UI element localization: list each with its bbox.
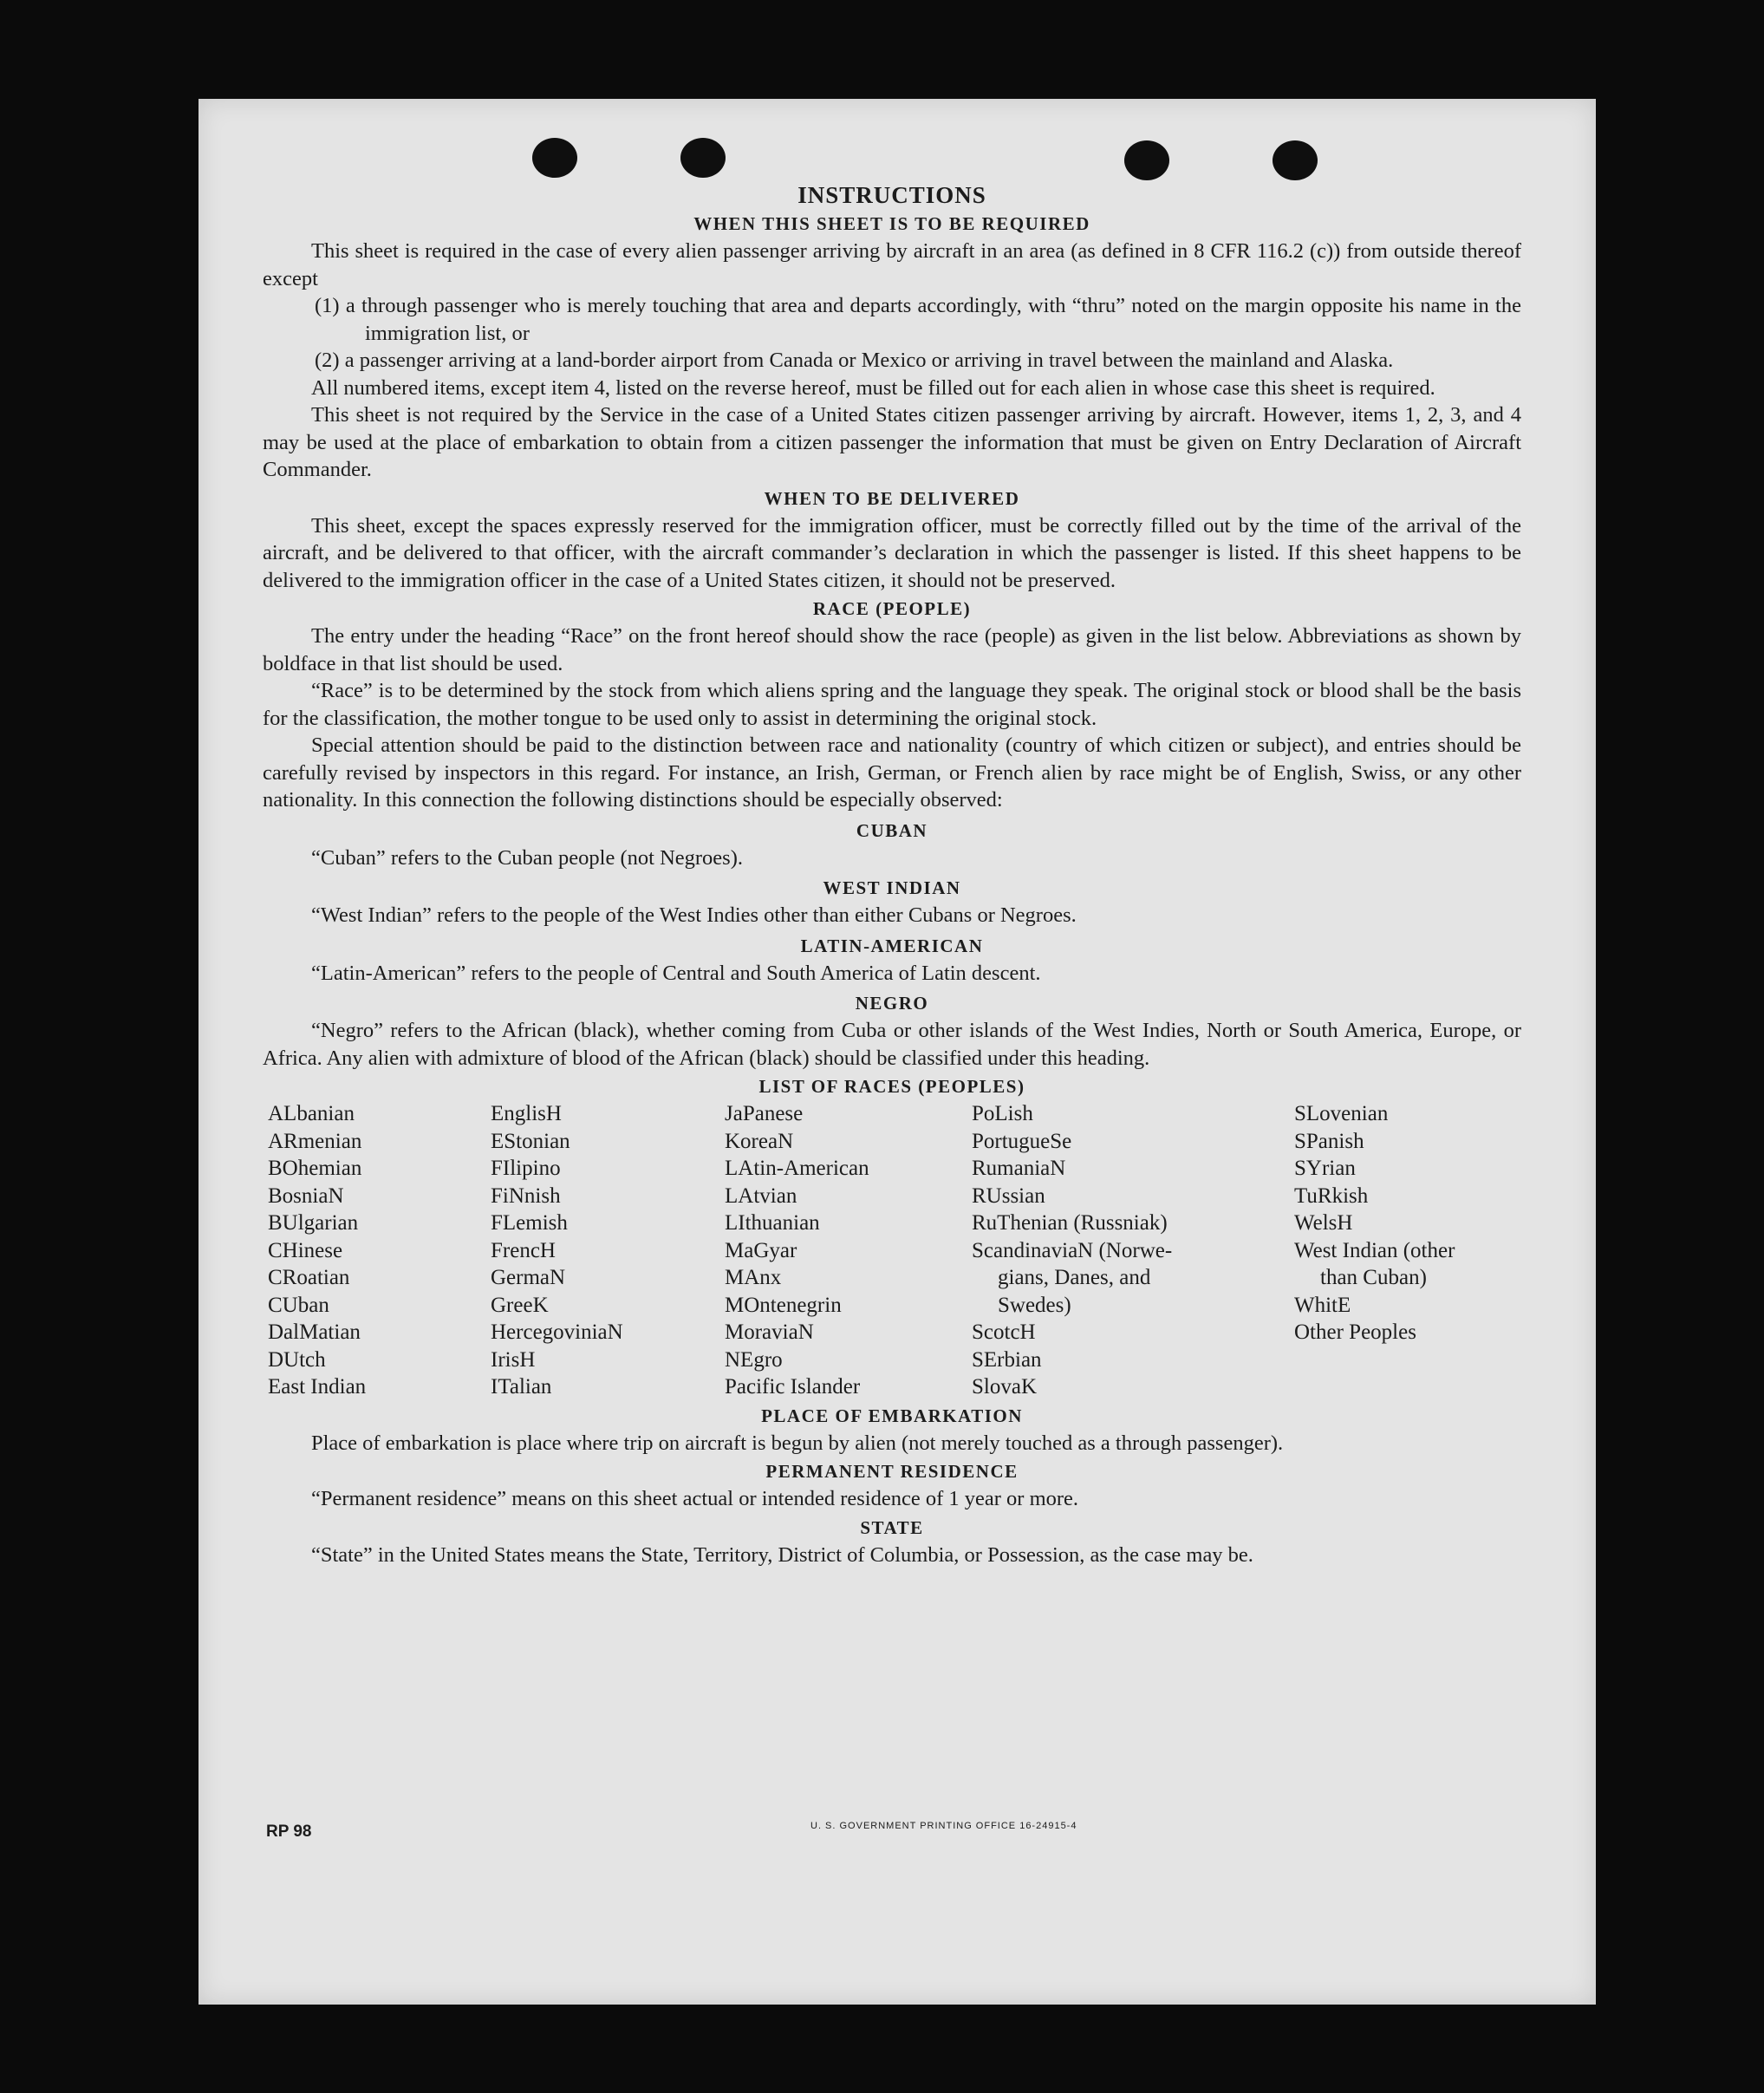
paragraph: “State” in the United States means the State, Territory, District of Columbia, or Possession, as the case may be. [311,1542,1253,1567]
section-heading: PLACE OF EMBARKATION [761,1405,1023,1426]
race-entry: SErbian [972,1347,1042,1372]
race-entry: GreeK [491,1293,549,1317]
race-entry: CHinese [268,1238,343,1262]
race-entry: BUlgarian [268,1211,359,1235]
punch-hole [1273,140,1318,180]
race-entry: IrisH [491,1347,536,1372]
race-list [268,1100,1521,1401]
paragraph: The entry under the heading “Race” on the front hereof should show the race (people) as given in the list below. Abbreviations as shown by boldface in that list should be used. [263,624,1521,675]
race-entry: Other Peoples [1294,1320,1416,1344]
race-entry: West Indian (other [1294,1238,1455,1262]
race-entry: East Indian [268,1375,367,1399]
section-heading: PERMANENT RESIDENCE [765,1461,1019,1482]
paragraph: This sheet is required in the case of every alien passenger arriving by aircraft in an area (as defined in 8 CFR 116.2 (c)) from outside thereof except [263,239,1521,290]
race-entry: ARmenian [268,1129,362,1153]
race-entry: PortugueSe [972,1129,1072,1153]
race-entry: LAtvian [725,1183,797,1208]
race-column [972,1100,1294,1401]
section-heading: WEST INDIAN [823,877,961,898]
race-entry: TuRkish [1294,1183,1369,1208]
race-entry: BOhemian [268,1157,362,1180]
instructions-content [263,180,1521,1568]
list-item: (1) a through passenger who is merely touching that area and departs accordingly, with “thru” noted on the margin opposite his name in the immigration list, or [315,294,1521,345]
punch-hole [532,138,577,178]
race-entry: EnglisH [491,1102,562,1125]
form-code: RP 98 [266,1822,312,1841]
race-column [491,1100,725,1401]
race-entry: FiNnish [491,1183,561,1208]
section-heading: LATIN-AMERICAN [800,935,984,956]
race-entry: SPanish [1294,1129,1364,1153]
race-entry: SlovaK [972,1375,1037,1399]
race-entry: GermaN [491,1266,566,1289]
race-entry: FIlipino [491,1157,561,1180]
section-heading: LIST OF RACES (PEOPLES) [758,1076,1025,1097]
race-entry: MAnx [725,1266,782,1289]
race-entry: BosniaN [268,1183,344,1208]
race-entry: FrencH [491,1238,556,1262]
race-entry: CUban [268,1293,329,1317]
race-entry: FLemish [491,1211,568,1235]
race-entry: EStonian [491,1129,570,1153]
paragraph: This sheet, except the spaces expressly reserved for the immigration officer, must be correctly filled out by the time of the arrival of the aircraft, and be delivered to that officer, with the aircraft commander’s declaration in which the passenger is listed. If this sheet happens to be delivered to the immigration officer in the case of a United States citizen, it should not be preserved. [263,513,1521,592]
race-entry: WelsH [1294,1211,1353,1235]
race-entry: MoraviaN [725,1320,814,1344]
race-entry: LAtin-American [725,1157,869,1180]
paragraph: “Negro” refers to the African (black), whether coming from Cuba or other islands of the West Indies, North or South America, Europe, or Africa. Any alien with admixture of blood of the African (black) should be classified under this heading. [263,1019,1521,1070]
race-entry: HercegoviniaN [491,1320,623,1344]
race-entry: PoLish [972,1102,1033,1125]
section-heading: RACE (PEOPLE) [812,598,972,619]
race-entry: JaPanese [725,1102,804,1125]
race-entry: RumaniaN [972,1157,1066,1180]
document-sheet [199,99,1596,2005]
race-entry: RUssian [972,1183,1045,1208]
race-entry: ScotcH [972,1320,1036,1344]
race-entry: ITalian [491,1375,552,1399]
punch-hole [1124,140,1169,180]
list-item: (2) a passenger arriving at a land-border airport from Canada or Mexico or arriving in travel between the mainland and Alaska. [315,349,1394,372]
race-entry: than Cuban) [1320,1266,1427,1289]
race-entry: Pacific Islander [725,1375,861,1399]
paragraph: “Race” is to be determined by the stock from which aliens spring and the language they speak. The original stock or blood shall be the basis for the classification, the mother tongue to be used only to assist in determining the original stock. [263,679,1521,730]
paragraph: Special attention should be paid to the distinction between race and nationality (country of which citizen or subject), and entries should be carefully revised by inspectors in this regard. For instance, an Irish, German, or French alien by race might be of English, Swiss, or any other nationality. In this connection the following distinctions should be especially observed: [263,734,1521,812]
race-entry: gians, Danes, and [998,1266,1151,1289]
race-column [725,1100,972,1401]
paragraph: “Cuban” refers to the Cuban people (not Negroes). [311,845,743,870]
race-entry: MaGyar [725,1238,797,1262]
punch-hole [680,138,726,178]
page-title: INSTRUCTIONS [797,182,986,208]
paragraph: “West Indian” refers to the people of the West Indies other than either Cubans or Negroes. [311,903,1077,927]
race-entry: MOntenegrin [725,1293,842,1317]
race-entry: ScandinaviaN (Norwe- [972,1238,1173,1262]
race-entry: ALbanian [268,1102,355,1125]
race-entry: CRoatian [268,1266,350,1289]
section-heading: WHEN THIS SHEET IS TO BE REQUIRED [693,213,1090,234]
race-entry: SLovenian [1294,1102,1389,1125]
paragraph: “Permanent residence” means on this sheet actual or intended residence of 1 year or more. [311,1487,1079,1510]
race-entry: Swedes) [998,1293,1071,1317]
section-heading: CUBAN [856,819,928,841]
section-heading: NEGRO [855,993,929,1014]
paragraph: This sheet is not required by the Service in the case of a United States citizen passenger arriving by aircraft. However, items 1, 2, 3, and 4 may be used at the place of embarkation to obtain from a citizen passenger the information that must be given on Entry Declaration of Aircraft Commander. [263,403,1521,481]
race-entry: KoreaN [725,1129,794,1153]
paragraph: Place of embarkation is place where trip on aircraft is begun by alien (not merely touched as a through passenger). [311,1431,1284,1455]
section-heading: WHEN TO BE DELIVERED [764,487,1020,509]
race-entry: DalMatian [268,1320,361,1344]
race-entry: DUtch [268,1347,326,1372]
paragraph: “Latin-American” refers to the people of Central and South America of Latin descent. [311,961,1041,985]
printer-imprint: U. S. GOVERNMENT PRINTING OFFICE 16-24915-4 [810,1821,1077,1831]
race-entry: RuThenian (Russniak) [972,1211,1168,1235]
race-entry: LIthuanian [725,1211,820,1235]
race-column [268,1100,491,1401]
race-column [1294,1100,1526,1401]
paragraph: All numbered items, except item 4, listed on the reverse hereof, must be filled out for each alien in whose case this sheet is required. [311,375,1435,400]
section-heading: STATE [860,1516,924,1538]
race-entry: SYrian [1294,1157,1356,1180]
race-entry: WhitE [1294,1293,1351,1317]
race-entry: NEgro [725,1347,783,1372]
